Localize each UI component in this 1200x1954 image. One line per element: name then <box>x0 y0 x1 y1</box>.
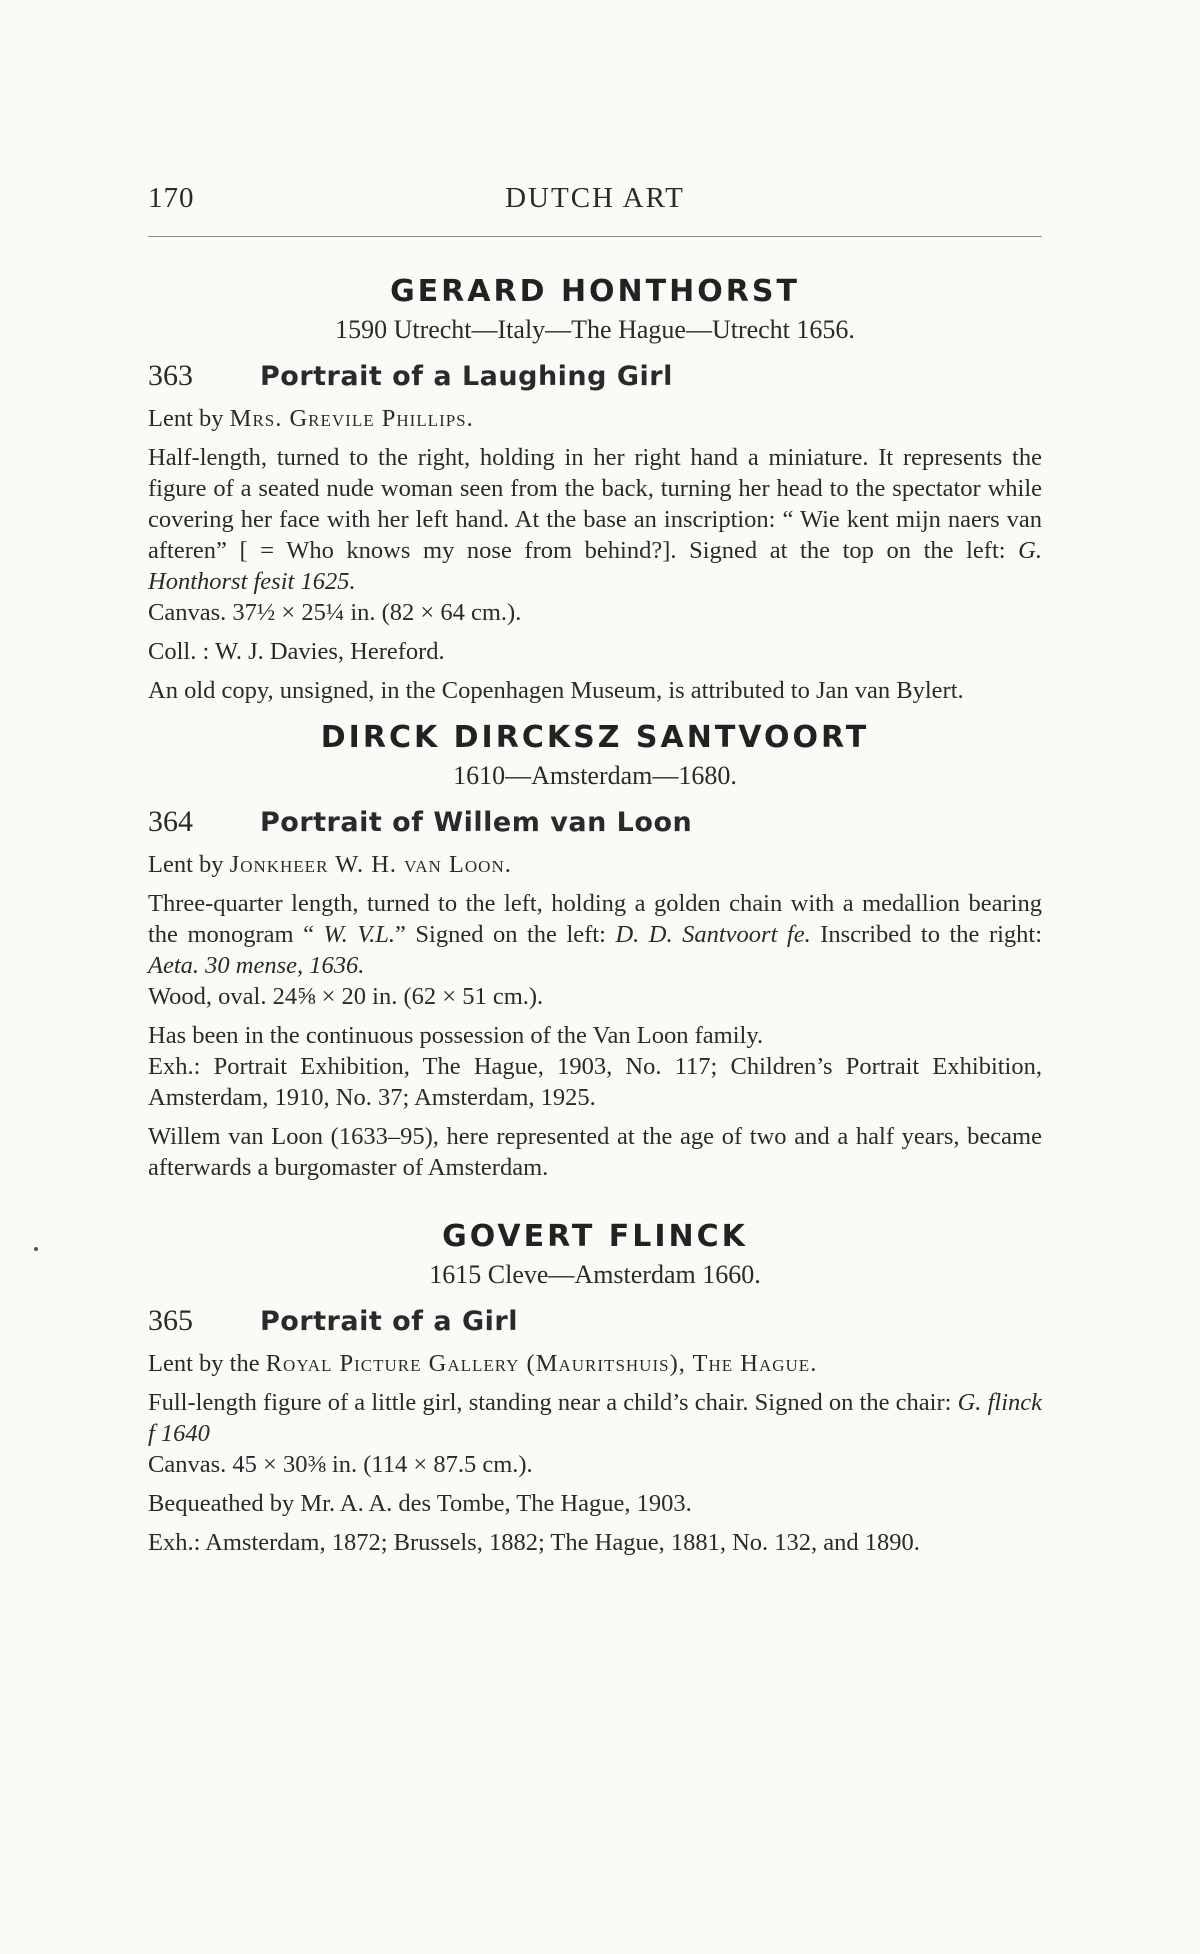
bequest-line: Bequeathed by Mr. A. A. des Tombe, The Hague, 1903. <box>148 1490 692 1517</box>
lender-prefix: Lent by <box>148 851 230 878</box>
description-text: Inscribed to the right: <box>810 921 1043 948</box>
entry-number: 365 <box>148 1304 193 1337</box>
page-header <box>148 178 1042 226</box>
entry-title: Portrait of Willem van Loon <box>260 807 693 838</box>
artist-section-honthorst <box>148 268 1042 706</box>
header-rule <box>148 236 1042 237</box>
note: Willem van Loon (1633–95), here represented at the age of two and a half years, became afterwards a burgomaster of Amsterdam. <box>148 1123 1042 1181</box>
page-number: 170 <box>148 182 195 214</box>
entry-number: 364 <box>148 805 193 838</box>
entry-heading <box>148 805 1042 839</box>
note: An old copy, unsigned, in the Copenhagen Museum, is attributed to Jan van Bylert. <box>148 677 964 704</box>
description-text: Half-length, turned to the right, holding in her right hand a miniature. It represents the figure of a seated nude woman seen from the back, turning her head to the spectator while covering her face with her left hand. At the base an inscription: “ Wie kent mijn naers van afteren” [ = Who knows my nose from behind?]. Signed at the top on the left: <box>148 444 1042 564</box>
exhibition-history: Exh.: Portrait Exhibition, The Hague, 1903, No. 117; Children’s Portrait Exhibition, Amsterdam, 1910, No. 37; Amsterdam, 1925. <box>148 1053 1042 1111</box>
lender-prefix: Lent by <box>148 405 230 432</box>
entry-heading <box>148 359 1042 393</box>
lender-name: Jonkheer W. H. van Loon. <box>229 851 512 878</box>
section-gap <box>148 1191 1042 1213</box>
exhibition-history: Exh.: Amsterdam, 1872; Brussels, 1882; The Hague, 1881, No. 132, and 1890. <box>148 1529 920 1556</box>
artist-dates: 1590 Utrecht—Italy—The Hague—Utrecht 1656. <box>335 315 855 344</box>
monogram-text: W. V.L. <box>323 921 396 948</box>
signature-text: D. D. Santvoort fe. <box>615 921 811 948</box>
signature-text: G. flinck f 1640 <box>148 1389 1042 1447</box>
entry-title: Portrait of a Girl <box>260 1306 518 1337</box>
entry-number: 363 <box>148 359 193 392</box>
description <box>148 442 1042 597</box>
lender-name: Royal Picture Gallery (Mauritshuis), The Hague. <box>265 1350 818 1377</box>
medium-dimensions: Canvas. 45 × 30⅜ in. (114 × 87.5 cm.). <box>148 1451 533 1478</box>
lender-line <box>148 1348 1042 1379</box>
description <box>148 1387 1042 1449</box>
lender-line <box>148 403 1042 434</box>
medium-dimensions: Wood, oval. 24⅝ × 20 in. (62 × 51 cm.). <box>148 983 544 1010</box>
entry-heading <box>148 1304 1042 1338</box>
artist-section-santvoort <box>148 714 1042 1183</box>
catalogue-content <box>148 268 1042 1566</box>
description <box>148 888 1042 981</box>
description-text: Three-quarter length, turned to the left, holding a golden chain with a medallion bearing the monogram “ <box>148 890 1042 948</box>
entry-title: Portrait of a Laughing Girl <box>260 361 673 392</box>
margin-mark <box>34 1247 38 1251</box>
lender-name: Mrs. Grevile Phillips. <box>229 405 474 432</box>
inscription-text: Aeta. 30 mense, 1636. <box>148 952 365 979</box>
description-text: Full-length figure of a little girl, standing near a child’s chair. Signed on the chair: <box>148 1389 958 1416</box>
description-text: ” Signed on the left: <box>395 921 616 948</box>
artist-dates: 1615 Cleve—Amsterdam 1660. <box>429 1260 761 1289</box>
artist-section-flinck <box>148 1213 1042 1558</box>
running-title: DUTCH ART <box>505 182 685 214</box>
collection-line: Coll. : W. J. Davies, Hereford. <box>148 638 445 665</box>
medium-dimensions: Canvas. 37½ × 25¼ in. (82 × 64 cm.). <box>148 599 522 626</box>
artist-name: GERARD HONTHORST <box>390 274 800 309</box>
artist-name: GOVERT FLINCK <box>442 1219 748 1254</box>
signature-text: G. Honthorst fesit 1625. <box>148 537 1042 595</box>
artist-dates: 1610—Amsterdam—1680. <box>453 761 737 790</box>
provenance: Has been in the continuous possession of the Van Loon family. <box>148 1022 764 1049</box>
artist-name: DIRCK DIRCKSZ SANTVOORT <box>320 720 870 755</box>
lender-line <box>148 849 1042 880</box>
lender-prefix: Lent by the <box>148 1350 266 1377</box>
